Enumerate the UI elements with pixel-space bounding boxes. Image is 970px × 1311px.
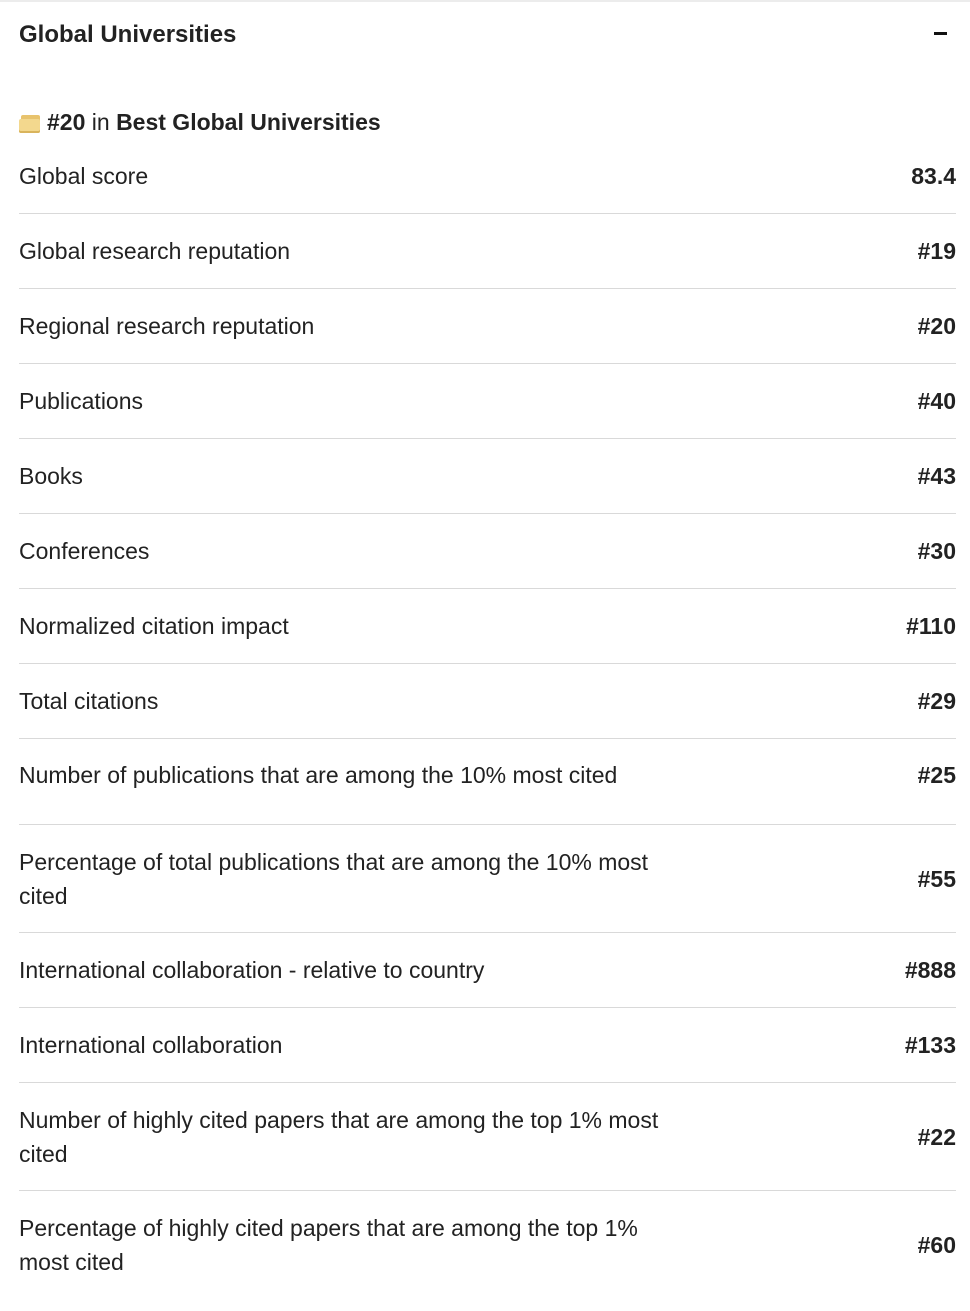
list-item (19, 933, 956, 1008)
rank-number: #20 (47, 109, 86, 135)
indicator-label: Global score (19, 163, 149, 189)
indicator-label: Conferences (19, 538, 150, 564)
indicator-label: Number of publications that are among the 10% most cited (19, 762, 618, 788)
badge-icon (19, 115, 41, 133)
collapse-button[interactable] (931, 22, 953, 44)
rank-list-name[interactable]: Best Global Universities (116, 109, 381, 135)
list-item (19, 514, 956, 589)
indicator-label: Books (19, 463, 83, 489)
list-item (19, 1083, 956, 1191)
ranking-indicators-list (19, 140, 956, 1299)
section-header[interactable] (19, 18, 956, 52)
indicator-value: #29 (917, 688, 956, 714)
indicator-value: #110 (906, 613, 956, 639)
list-item (19, 1008, 956, 1083)
indicator-label: Percentage of total publications that are among the 10% most cited (19, 848, 649, 909)
list-item (19, 289, 956, 364)
rank-connector: in (91, 109, 110, 135)
indicator-label: International collaboration (19, 1032, 283, 1058)
indicator-value: #40 (917, 388, 956, 414)
list-item (19, 825, 956, 933)
top-border (0, 0, 970, 2)
minus-icon (934, 32, 947, 35)
list-item (19, 214, 956, 289)
list-item (19, 589, 956, 664)
indicator-label: Percentage of highly cited papers that are among the top 1% most cited (19, 1215, 638, 1275)
indicator-value: #43 (917, 463, 956, 489)
list-item (19, 439, 956, 514)
indicator-value: 83.4 (911, 163, 956, 189)
list-item (19, 739, 956, 825)
indicator-value: #60 (917, 1232, 956, 1258)
indicator-label: International collaboration - relative to country (19, 957, 485, 983)
indicator-value: #55 (917, 865, 956, 892)
list-item (19, 364, 956, 439)
indicator-label: Regional research reputation (19, 313, 315, 339)
indicator-label: Normalized citation impact (19, 613, 289, 639)
section-title: Global Universities (19, 21, 237, 48)
list-item (19, 664, 956, 739)
indicator-value: #22 (917, 1123, 956, 1150)
list-item (19, 1191, 956, 1299)
indicator-label: Total citations (19, 688, 159, 714)
indicator-value: #888 (904, 957, 956, 983)
indicator-value: #133 (904, 1032, 956, 1058)
indicator-value: #30 (917, 538, 956, 564)
indicator-value: #20 (917, 313, 956, 339)
list-item (19, 140, 956, 214)
ranking-summary (19, 106, 381, 138)
indicator-label: Publications (19, 388, 144, 414)
indicator-value: #19 (917, 238, 956, 264)
indicator-label: Number of highly cited papers that are among the top 1% most cited (19, 1106, 659, 1167)
indicator-value: #25 (917, 762, 956, 788)
indicator-label: Global research reputation (19, 238, 291, 264)
